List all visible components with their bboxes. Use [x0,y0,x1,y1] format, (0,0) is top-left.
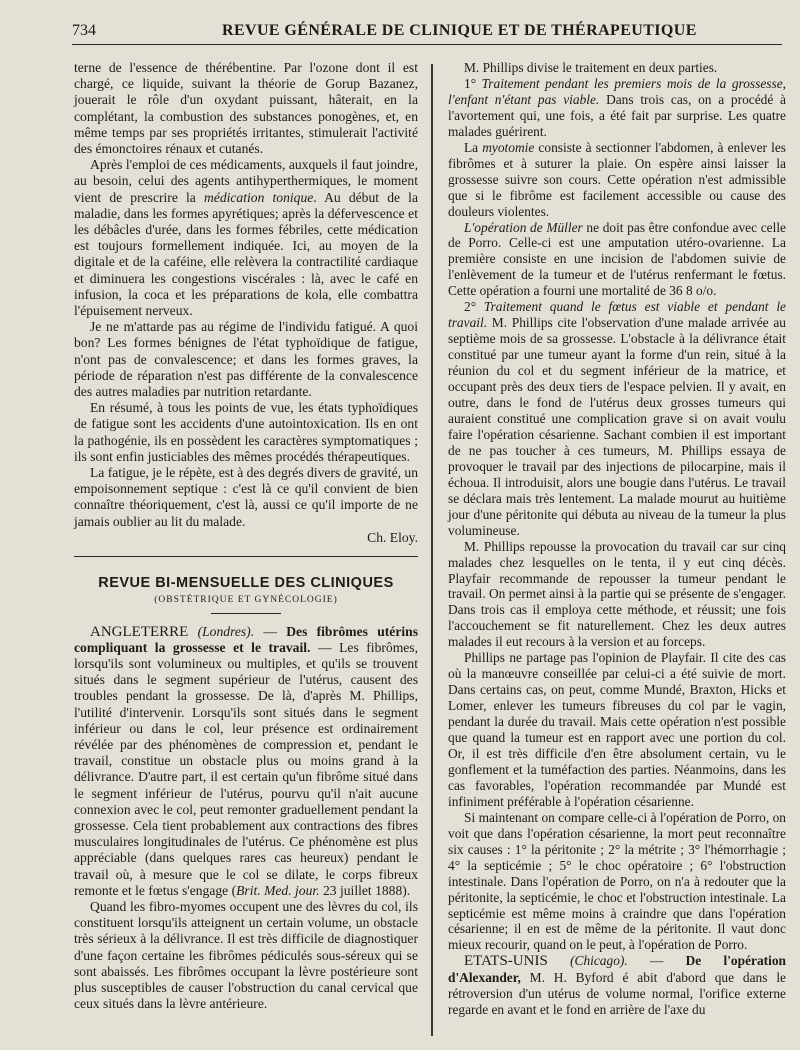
paragraph: Phillips ne partage pas l'opinion de Playfair. Il cite des cas où la manœuvre conseillée par celui-ci a été suivie de mort. Dans certains cas, on peut, comme Mundé, Braxton, Hicks et Lomer, enlever les tumeurs fibreuses du col par le vagin, pendant la durée du travail. Mais cette opération n'est possible que quand la tumeur est en rapport avec une portion du col. Or, il est très difficile d'en être absolument certain, vu le gonflement et la tuméfaction des parties. Néanmoins, dans les cas favorables, l'opération recommandée par Mundé est infiniment préférable à l'opération césarienne. [448,650,786,809]
country-heading: ETATS-UNIS [464,953,548,970]
article-title: Des fibrômes utérins compliquant la grossesse et le travail. [74,623,418,655]
right-column [448,60,786,1018]
page-header [72,20,782,45]
city-label: (Chicago). [570,953,628,969]
article-paragraph: ETATS-UNIS (Chicago). — De l'opération d'Alexander, M. H. Byford é abit d'abord que dans le rétroversion d'un utérus de volume normal, l'orifice externe regarde en avant et le fond en arrière de l'axe du [448,953,786,1018]
emphasis: L'opération de Müller [464,219,583,235]
article-title: De l'opération d'Alexander, [448,953,786,986]
running-title: REVUE GÉNÉRALE DE CLINIQUE ET DE THÉRAPEUTIQUE [222,22,697,39]
short-rule [211,613,281,614]
paragraph: En résumé, à tous les points de vue, les états typhoïdiques de fatigue sont les accidents d'une autointoxication. Ils en ont la pathogénie, ils en possèdent les caractères symptomatiques ; ils sont enfin justiciables des mêmes procédés thérapeutiques. [74,400,418,464]
subheading: Traitement pendant les premiers mois de la grossesse, l'enfant n'étant pas viable. [448,75,786,107]
paragraph: 1° Traitement pendant les premiers mois de la grossesse, l'enfant n'étant pas viable. Dans trois cas, on a procédé à l'avortement qui, une fois, a été fait par surprise. Les quatre malades guérirent. [448,75,786,139]
author-signature: Ch. Eloy. [367,529,418,545]
column-divider [431,64,433,1036]
paragraph: Je ne m'attarde pas au régime de l'individu fatigué. A quoi bon? Les formes bénignes de l'état typhoïdique de fatigue, n'ont pas de convalescence; et dans les formes graves, la période de réparation n'est pas différente de la convalescence des autres maladies par nutrition retardante. [74,319,418,400]
section-rule [74,556,418,557]
country-heading: ANGLETERRE [90,623,189,640]
paragraph: L'opération de Müller ne doit pas être confondue avec celle de Porro. Celle-ci est une amputation utéro-ovarienne. La première consiste en une incision de l'abdomen suivie de l'enlèvement de la tumeur et de l'utérus renfermant le fœtus. Cette opération a fourni une mortalité de 36 8 o/o. [448,219,786,299]
paragraph: M. Phillips repousse la provocation du travail car sur cinq malades chez lesquelles on le tenta, il y eut cinq décès. Playfair recommande de repousser la tumeur pendant le travail. On permet ainsi à la partie qui se présente de s'engager. Dans trois cas il employa cette méthode, et réussit; une fois l'accouchement se fit naturellement. Chez les deux autres malades il eut recours à la version et au forceps. [448,538,786,650]
paragraph: Quand les fibro-myomes occupent une des lèvres du col, ils constituent lorsqu'ils atteignent un certain volume, un obstacle très sérieux à la délivrance. Il est très difficile de diagnostiquer d'une façon certaine les fibrômes pédiculés sous-séreux qui se sont abaissés. Les fibrômes occupant la lèvre postérieure sont plus susceptibles de causer l'obstruction du canal cervical que ceux situés dans la lèvre antérieure. [74,898,418,1012]
city-label: (Londres). [197,623,255,639]
emphasis: médication tonique [203,189,314,205]
paragraph: La myotomie consiste à sectionner l'abdomen, à enlever les fibrômes et à suturer la plaie. On espère ainsi laisser la grossesse suivre son cours. Cette opération n'est admissible que si le fibrôme est facilement accessible ou cause des douleurs violentes. [448,139,786,219]
paragraph: terne de l'essence de thérébentine. Par l'ozone dont il est chargé, ce liquide, suivant la théorie de Gorup Bazanez, jouerait le rôle d'un oxydant puissant, hâterait, en la complétant, la combustion des substances ponogènes, et, en même temps par ses propriétés irritantes, stimulerait l'activité des émonctoires rénaux et cutanés. [74,60,418,157]
paragraph: La fatigue, je le répète, est à des degrés divers de gravité, un empoisonnement septique : c'est là ce qu'il convient de bien connaître théoriquement, c'est là, aussi ce qu'il importe de ne jamais oublier au lit du malade. [74,465,418,529]
emphasis: myotomie [482,139,535,155]
page-number: 734 [72,22,96,39]
paragraph: M. Phillips divise le traitement en deux parties. [464,60,718,75]
paragraph: 2° Traitement quand le fœtus est viable et pendant le travail. M. Phillips cite l'observation d'une malade arrivée au septième mois de sa grossesse. L'obstacle à la délivrance était constitué par une tumeur ayant la forme d'un rein, situé à la réunion du col et du segment inférieur de la matrice, et occupant près des deux tiers de l'espace pelvien. Il y avait, en outre, dans le fond de l'utérus deux grosses tumeurs qui auraient constitué une complication grave si on avait voulu faire l'opération césarienne. Sachant combien il est important de ne pas toucher à ces tumeurs, M. Phillips essaya de provoquer le travail par des injections de pilocarpine, mais il échoua. Il introduisit, alors une bougie dans l'utérus. Le travail se déclara mais très lentement. La malade mourut au huitième jour d'une péritonite qui débuta au niveau de la tumeur la plus volumineuse. [448,299,786,538]
section-subtitle: (OBSTÉTRIQUE ET GYNÉCOLOGIE) [154,595,338,606]
paragraph: Si maintenant on compare celle-ci à l'opération de Porro, on voit que dans l'opération césarienne, la mort peut reconnaître six causes : 1° la péritonite ; 2° la métrite ; 3° l'hémorrhagie ; 4° la septicémie ; 5° le choc opératoire ; 6° l'obstruction intestinale. Dans l'opération de Porro, on n'a à redouter que la péritonite, la septicémie, le choc et l'obstruction intestinale. La septicémie est même moins à craindre que dans l'opération césarienne; il en est de même de la péritonite. Il vaut donc mieux recourir, quand on le peut, à l'opération de Porro. [448,809,786,953]
left-column [74,60,418,1012]
paragraph: Après l'emploi de ces médicaments, auxquels il faut joindre, au besoin, celui des agents antihyperthermiques, le moment vient de prescrire la médication tonique. Au début de la maladie, dans les formes apyrétiques; après la défervescence et les débâcles d'urée, dans les formes fébriles, cette médication est toujours formellement indiquée. Ici, au moyen de la digitale et de la caféine, elle relèvera la contractilité cardiaque et diminuera les congestions viscérales : là, avec le café en infusion, la coca et les préparations de kola, elle combattra l'épuisement nerveux. [74,157,418,319]
subheading: Traitement quand le fœtus est viable et pendant le travail. [448,299,786,331]
article-paragraph: ANGLETERRE (Londres). — Des fibrômes utérins compliquant la grossesse et le travail. — Les fibrômes, lorsqu'ils sont volumineux ou multiples, et qu'ils se trouvent situés dans le segment supérieur de l'utérus, causent des troubles pendant la grossesse. De là, d'après M. Phillips, l'utilité d'intervenir. Lorsqu'ils sont situés dans le segment inférieur ou dans le col, leur présence est ordinairement révélée par des phénomènes de compression et, pendant le travail, constitue un obstacle plus ou moins grand à la délivrance. D'autre part, il est certain qu'un fibrôme situé dans le segment inférieur de l'utérus, pourvu qu'il n'ait aucune connexion avec le col, peut remonter graduellement pendant la grossesse. Cela tient probablement aux contractions des fibres musculaires longitudinales de l'utérus. Ce phénomène est plus appréciable (dans quelques rares cas heureux) pendant le travail où, à mesure que le col se dilate, le corps fibreux remonte et le fœtus s'engage (Brit. Med. jour. 23 juillet 1888). [74,623,418,898]
section-title: REVUE BI-MENSUELLE DES CLINIQUES [98,575,394,592]
citation: Brit. Med. jour. [236,882,320,898]
